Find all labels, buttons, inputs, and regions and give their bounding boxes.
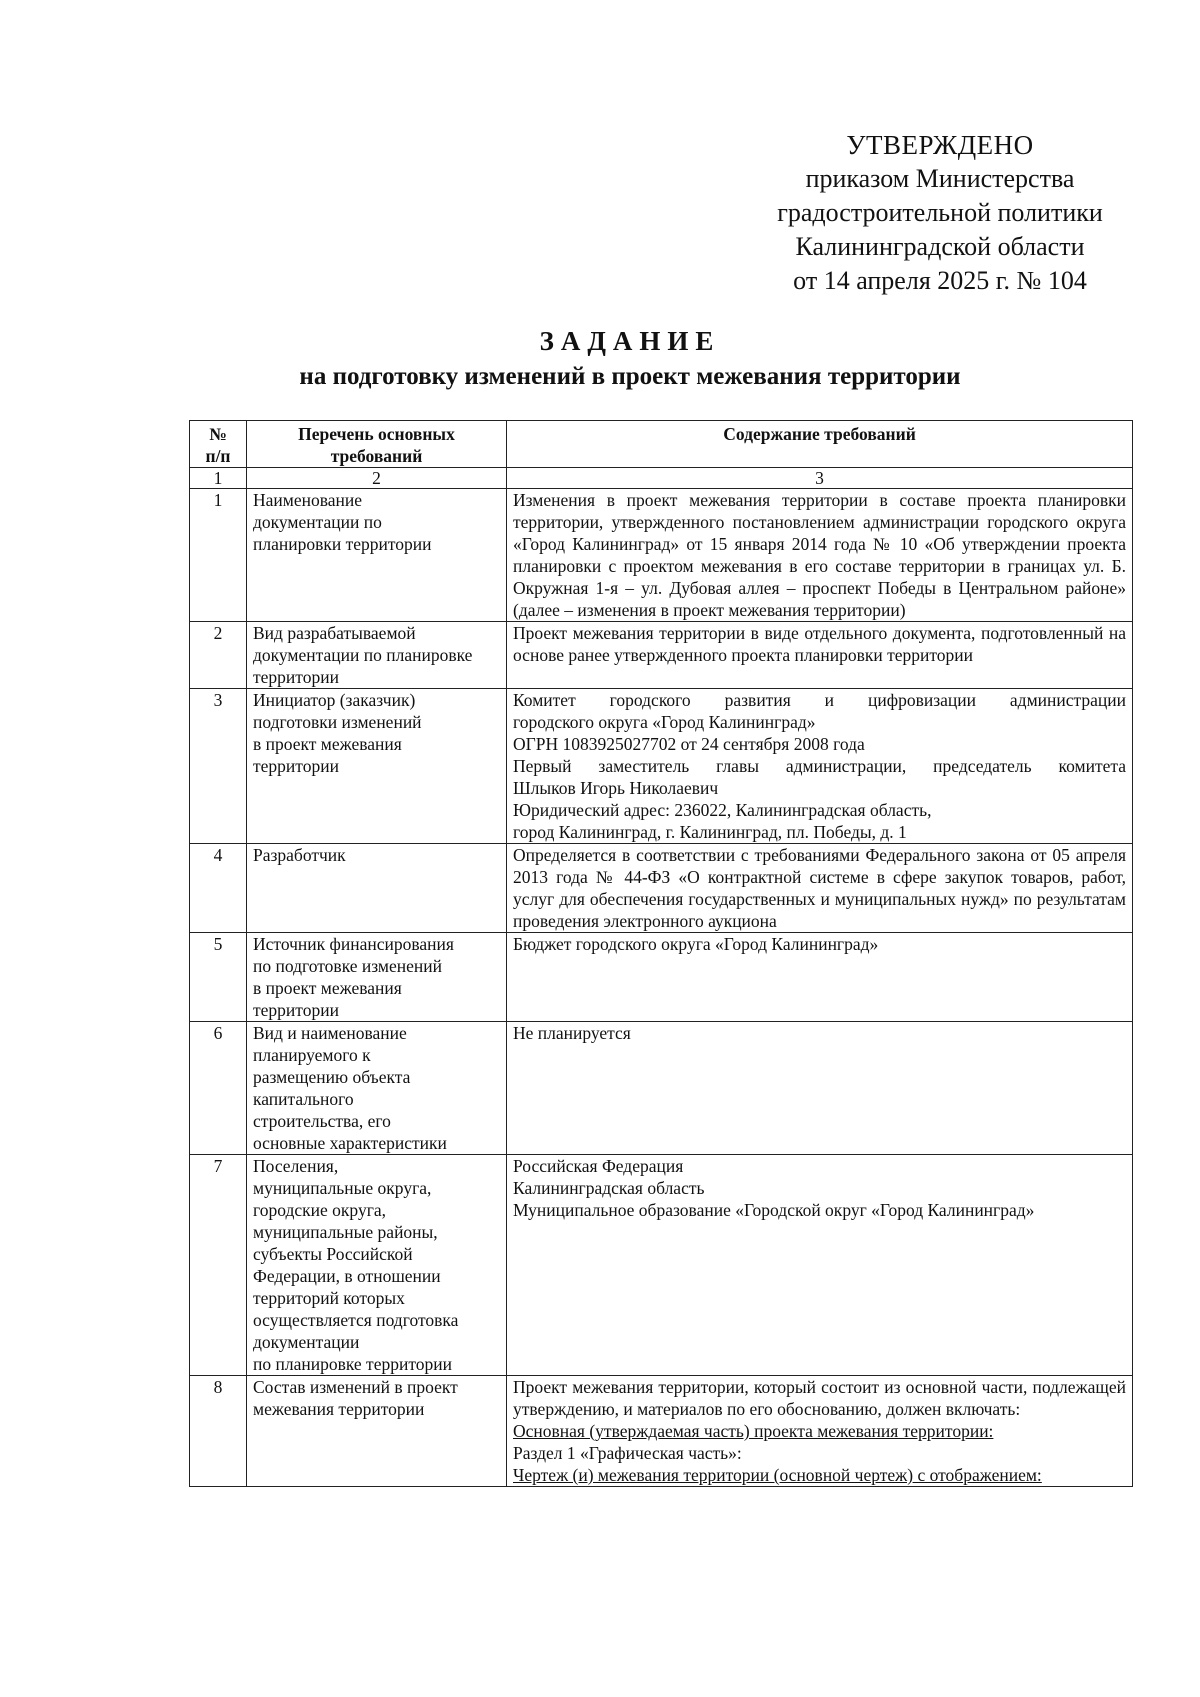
row-name: Разработчик xyxy=(247,844,507,933)
approval-stamp xyxy=(740,128,1140,298)
table-row xyxy=(190,1376,1133,1487)
row-number: 2 xyxy=(190,622,247,689)
column-number: 2 xyxy=(247,468,507,489)
row-name: Поселения, муниципальные округа, городские округа, муниципальные районы, субъекты Российской Федерации, в отношении территорий которых осуществляется подготовка документации по планировке территории xyxy=(247,1155,507,1376)
row-content: Проект межевания территории в виде отдельного документа, подготовленный на основе ранее утвержденного проекта планировки территории xyxy=(507,622,1133,689)
row-number: 1 xyxy=(190,489,247,622)
requirements-table xyxy=(189,420,1133,1487)
table-row xyxy=(190,1155,1133,1376)
approval-line: градостроительной политики xyxy=(777,198,1103,227)
table-row xyxy=(190,933,1133,1022)
column-number: 3 xyxy=(507,468,1133,489)
row-content: Определяется в соответствии с требованиями Федерального закона от 05 апреля 2013 года № 44-ФЗ «О контрактной системе в сфере закупок товаров, работ, услуг для обеспечения государственных и муниципальных нужд» по результатам проведения электронного аукциона xyxy=(507,844,1133,933)
row-name: Вид разрабатываемой документации по планировке территории xyxy=(247,622,507,689)
row-number: 8 xyxy=(190,1376,247,1487)
approval-heading: УТВЕРЖДЕНО xyxy=(846,130,1034,160)
row-content: Не планируется xyxy=(507,1022,1133,1155)
table-row xyxy=(190,489,1133,622)
table-row xyxy=(190,1022,1133,1155)
document-title xyxy=(0,326,1200,391)
row-number: 3 xyxy=(190,689,247,844)
row-content: Проект межевания территории, который состоит из основной части, подлежащей утверждению, и материалов по его обоснованию, должен включать: Основная (утверждаемая часть) проекта межевания территории: Раздел 1 «Графическая часть»: Чертеж (и) межевания территории (основной чертеж) с отображением: xyxy=(507,1376,1133,1487)
column-number: 1 xyxy=(190,468,247,489)
row-number: 6 xyxy=(190,1022,247,1155)
title-sub: на подготовку изменений в проект межевания территории xyxy=(299,363,961,390)
approval-line: приказом Министерства xyxy=(805,164,1075,193)
row-name: Наименование документации по планировки территории xyxy=(247,489,507,622)
table-row xyxy=(190,622,1133,689)
column-number-row xyxy=(190,468,1133,489)
row-name: Вид и наименование планируемого к размещению объекта капитального строительства, его основные характеристики xyxy=(247,1022,507,1155)
table-header-row xyxy=(190,421,1133,468)
row-content: Бюджет городского округа «Город Калининград» xyxy=(507,933,1133,1022)
header-name: Перечень основных требований xyxy=(247,421,507,468)
row-content: Комитет городского развития и цифровизации администрации городского округа «Город Калининград» ОГРН 1083925027702 от 24 сентября 2008 года Первый заместитель главы администрации, председатель комитета Шлыков Игорь Николаевич Юридический адрес: 236022, Калининградская область, город Калининград, г. Калининград, пл. Победы, д. 1 xyxy=(507,689,1133,844)
row-content: Изменения в проект межевания территории в составе проекта планировки территории, утвержденного постановлением администрации городского округа «Город Калининград» от 15 января 2014 года № 10 «Об утверждении проекта планировки с проектом межевания в его составе территории в границах ул. Б. Окружная 1-я – ул. Дубовая аллея – проспект Победы в Центральном районе» (далее – изменения в проект межевания территории) xyxy=(507,489,1133,622)
row-name: Состав изменений в проект межевания территории xyxy=(247,1376,507,1487)
header-content: Содержание требований xyxy=(507,421,1133,468)
row-name: Инициатор (заказчик) подготовки изменений в проект межевания территории xyxy=(247,689,507,844)
row-name: Источник финансирования по подготовке изменений в проект межевания территории xyxy=(247,933,507,1022)
approval-line: от 14 апреля 2025 г. № 104 xyxy=(793,266,1087,295)
row-number: 5 xyxy=(190,933,247,1022)
row-content: Российская Федерация Калининградская область Муниципальное образование «Городской округ «Город Калининград» xyxy=(507,1155,1133,1376)
table-row xyxy=(190,844,1133,933)
underlined-heading: Чертеж (и) межевания территории (основной чертеж) с отображением: xyxy=(513,1465,1042,1485)
title-main: ЗАДАНИЕ xyxy=(539,326,721,356)
row-number: 7 xyxy=(190,1155,247,1376)
approval-line: Калининградской области xyxy=(795,232,1085,261)
underlined-heading: Основная (утверждаемая часть) проекта межевания территории: xyxy=(513,1421,994,1441)
header-num: № п/п xyxy=(190,421,247,468)
table-row xyxy=(190,689,1133,844)
row-number: 4 xyxy=(190,844,247,933)
